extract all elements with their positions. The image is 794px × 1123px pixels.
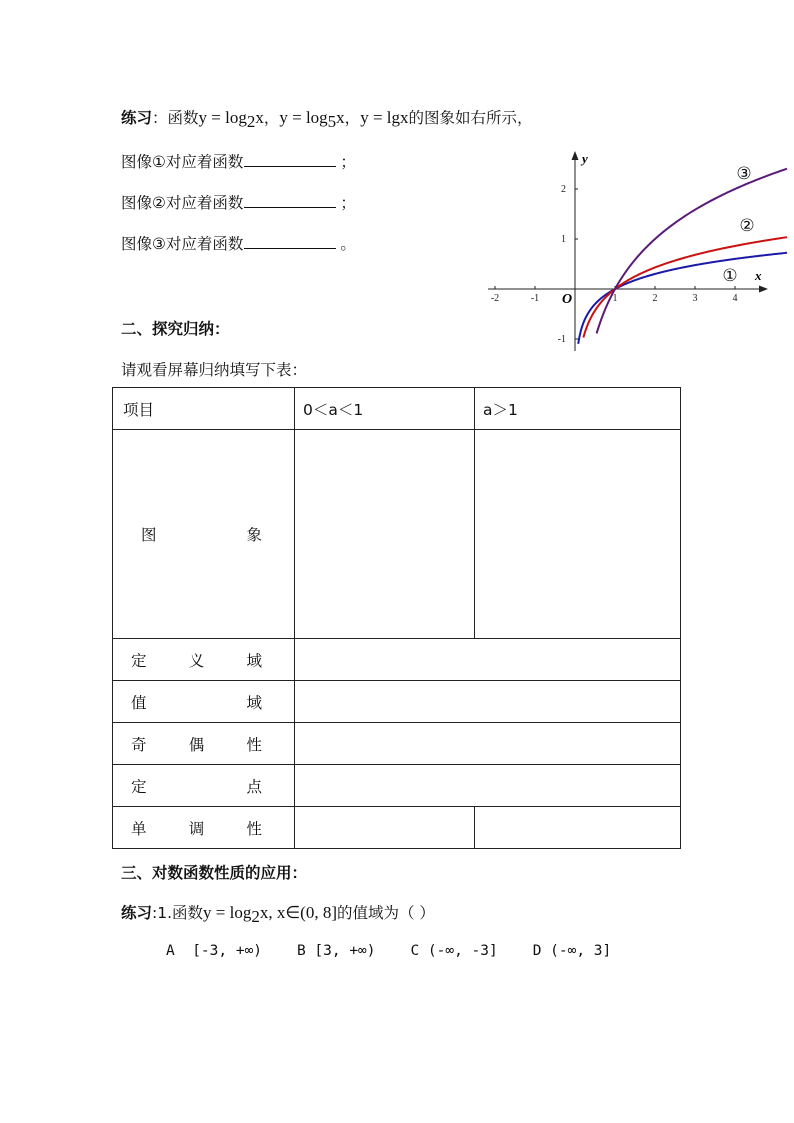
question-1: 图像①对应着函数 ；: [121, 153, 356, 171]
answer-blank-2[interactable]: [244, 193, 336, 208]
curve-label-2: ②: [739, 216, 755, 235]
exercise-label: 练习: [121, 109, 153, 127]
table-row-monotonicity: [113, 807, 681, 849]
exercise-1-statement: 练习：函数$y = \log_2x$，$y = \log_5x$，y = lgx的图象如右所示，: [121, 108, 533, 132]
y-axis-arrow-icon: [572, 151, 579, 160]
x-tick-label: 2: [652, 293, 658, 304]
curve-label-1: ①: [722, 266, 738, 285]
x-tick-label: -2: [490, 293, 500, 304]
x-tick-label: 4: [732, 293, 738, 304]
header-item: 项目: [113, 388, 295, 430]
option-d[interactable]: D (-∞, 3]: [532, 943, 612, 959]
table-row-domain: [113, 639, 681, 681]
y-tick-label: 2: [561, 184, 566, 195]
x-tick-label: 1: [612, 293, 618, 304]
x-axis-label: x: [755, 268, 762, 283]
row-label-domain: 定 义 域: [113, 639, 295, 681]
curve-3: [597, 169, 787, 334]
row-label-monotonicity: 单 调 性: [113, 807, 295, 849]
answer-blank-1[interactable]: [244, 152, 336, 167]
table-header-row: [113, 388, 681, 430]
table-row-parity: [113, 723, 681, 765]
option-c[interactable]: C (-∞, -3]: [410, 943, 498, 959]
y-tick-label: -1: [557, 334, 566, 345]
x-axis-arrow-icon: [759, 286, 768, 293]
log-function-graph: [480, 143, 790, 355]
question-3: 图像③对应着函数 。: [121, 235, 356, 253]
table-row-fixed-point: [113, 765, 681, 807]
answer-options: [166, 943, 611, 959]
exercise-2-statement: 练习:1.函数$y = \log_2x$, x∈(0, 8]的值域为（ ）: [121, 903, 435, 927]
monotonicity-cell-lt-1[interactable]: [295, 807, 475, 849]
y-axis-label: y: [582, 151, 588, 166]
x-tick-label: 3: [692, 293, 698, 304]
table-row-graph: [113, 430, 681, 639]
properties-table: [112, 387, 681, 849]
question-2: 图像②对应着函数 ；: [121, 194, 356, 212]
monotonicity-cell-gt-1[interactable]: [475, 807, 681, 849]
header-base-lt-1: 0＜a＜1: [295, 388, 475, 430]
graph-cell-lt-1[interactable]: [295, 430, 475, 639]
range-cell[interactable]: [295, 681, 681, 723]
row-label-graph: 图 象: [113, 430, 295, 639]
y-tick-label: 1: [561, 234, 566, 245]
origin-label: O: [561, 292, 573, 307]
exercise-label: 练习: [121, 904, 153, 922]
option-b[interactable]: B [3, +∞): [296, 943, 376, 959]
section-2-instruction: 请观看屏幕归纳填写下表：: [121, 361, 308, 379]
domain-cell[interactable]: [295, 639, 681, 681]
section-3-heading: 三、对数函数性质的应用：: [121, 864, 308, 882]
x-tick-label: -1: [530, 293, 540, 304]
fixed-point-cell[interactable]: [295, 765, 681, 807]
row-label-range: 值 域: [113, 681, 295, 723]
row-label-fixed-point: 定 点: [113, 765, 295, 807]
curve-2: [583, 237, 787, 337]
answer-blank-3[interactable]: [244, 234, 336, 249]
section-2-heading: 二、探究归纳：: [121, 320, 230, 338]
row-label-parity: 奇 偶 性: [113, 723, 295, 765]
curve-label-3: ③: [736, 164, 752, 183]
option-a[interactable]: A [-3, +∞): [166, 943, 263, 959]
table-row-range: [113, 681, 681, 723]
header-base-gt-1: a＞1: [475, 388, 681, 430]
parity-cell[interactable]: [295, 723, 681, 765]
graph-cell-gt-1[interactable]: [475, 430, 681, 639]
